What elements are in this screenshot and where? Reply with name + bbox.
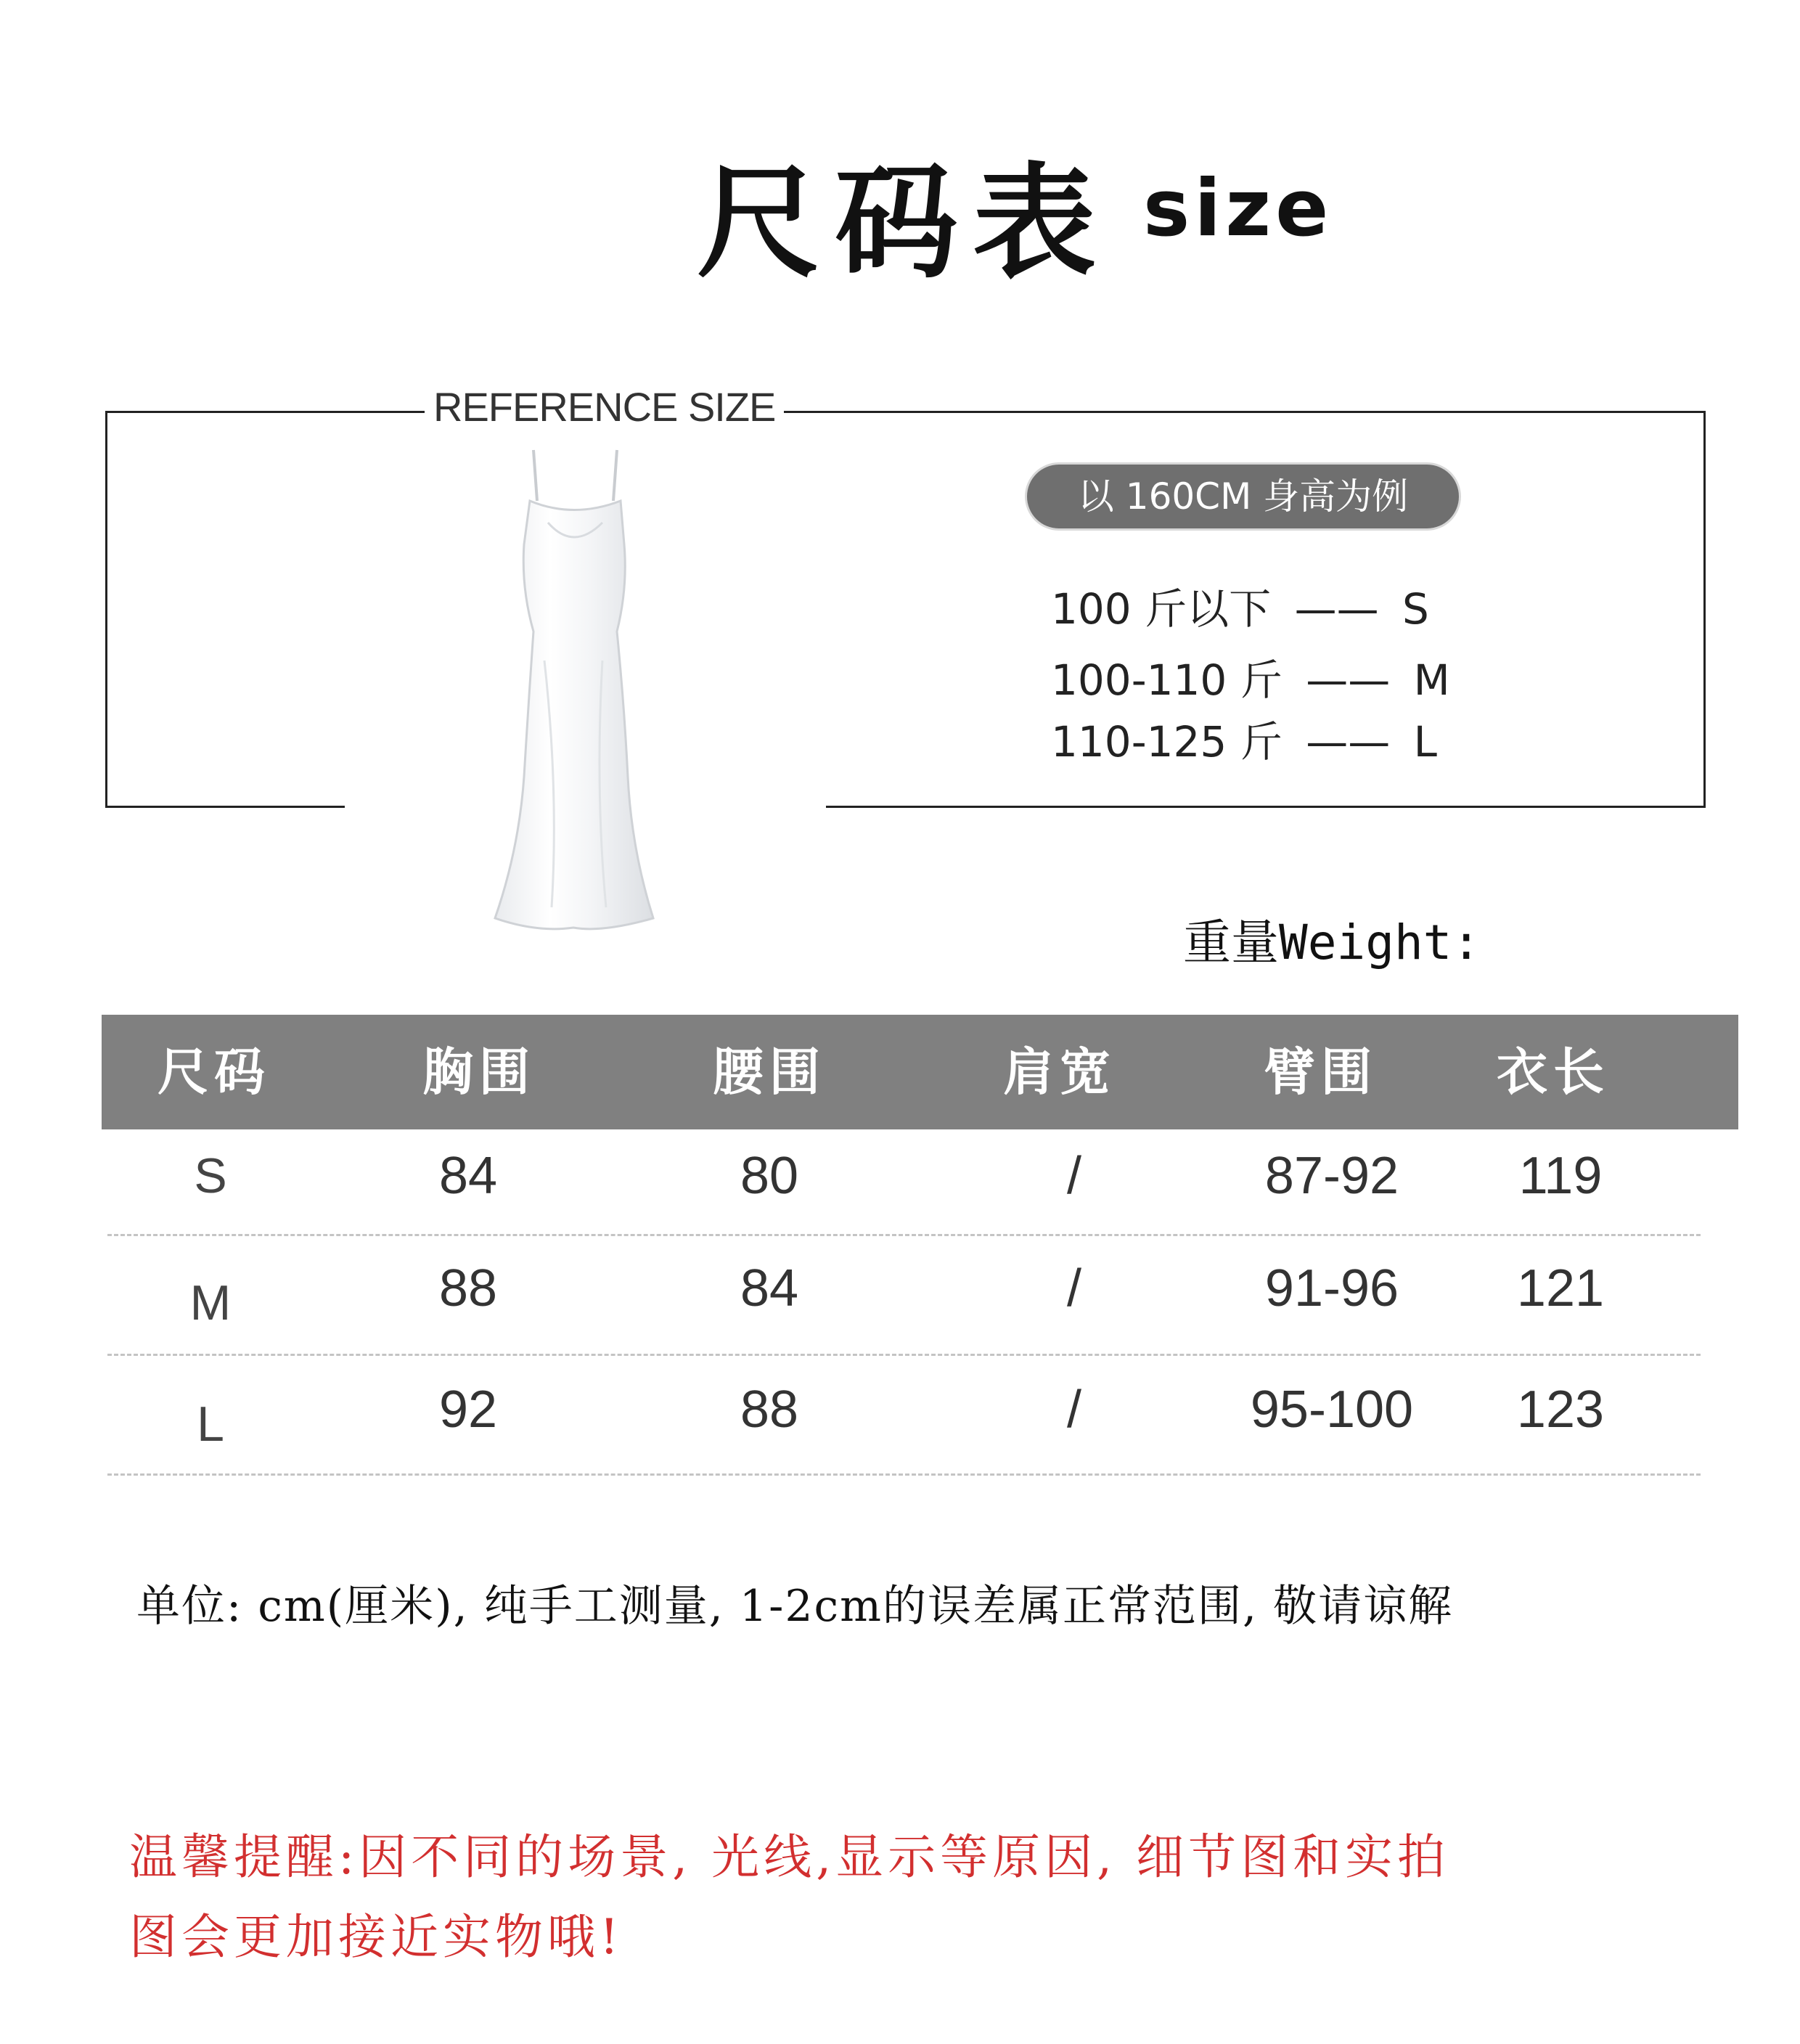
cell-size: S xyxy=(194,1148,227,1203)
frame-right xyxy=(1703,411,1706,808)
frame-bottom-left xyxy=(105,806,345,808)
cell-length: 119 xyxy=(1518,1147,1603,1205)
cell-shoulder: / xyxy=(1066,1381,1081,1439)
title-chinese: 尺码表 xyxy=(697,150,1111,295)
cell-arm: 95-100 xyxy=(1250,1381,1414,1439)
reminder-line-2: 图会更加接近实物哦! xyxy=(129,1909,623,1965)
frame-top-left xyxy=(105,411,425,413)
weight-range: 100-110 斤 xyxy=(1051,655,1282,705)
cell-waist: 88 xyxy=(740,1381,799,1439)
weight-range: 110-125 斤 xyxy=(1051,717,1282,766)
header-shoulder: 肩宽 xyxy=(1003,1042,1116,1102)
cell-size: M xyxy=(189,1275,232,1330)
weight-heading: 重量Weight: xyxy=(1183,915,1481,970)
weight-range: 100 斤以下 xyxy=(1051,584,1272,634)
cell-shoulder: / xyxy=(1066,1259,1081,1317)
cell-arm: 87-92 xyxy=(1264,1147,1399,1205)
frame-top-right xyxy=(777,411,1706,413)
header-size: 尺码 xyxy=(158,1042,271,1102)
cell-bust: 88 xyxy=(438,1259,498,1317)
weight-row-l xyxy=(1051,708,1437,769)
table-row xyxy=(102,1230,1698,1346)
cell-length: 123 xyxy=(1516,1381,1605,1439)
header-bust: 胸围 xyxy=(422,1042,536,1102)
cell-bust: 84 xyxy=(438,1147,498,1205)
unit-note: 单位: cm(厘米), 纯手工测量, 1-2cm的误差属正常范围, 敬请谅解 xyxy=(136,1581,1454,1632)
frame-bottom-right xyxy=(826,806,1706,808)
weight-dash: —— xyxy=(1294,584,1379,634)
cell-length: 121 xyxy=(1516,1259,1605,1317)
frame-left xyxy=(105,411,107,808)
reference-size-label: REFERENCE SIZE xyxy=(425,383,784,430)
height-badge: 以 160CM 身高为例 xyxy=(1027,465,1459,528)
table-row xyxy=(102,1352,1698,1468)
cell-shoulder: / xyxy=(1066,1147,1081,1205)
weight-row-m xyxy=(1051,646,1450,707)
weight-row-s xyxy=(1051,575,1429,636)
weight-size: S xyxy=(1402,584,1429,634)
title-english: size xyxy=(1143,163,1333,254)
table-row xyxy=(102,1118,1698,1234)
reminder-line-1: 温馨提醒:因不同的场景, 光线,显示等原因, 细节图和实拍 xyxy=(129,1829,1450,1885)
weight-dash: —— xyxy=(1306,717,1391,766)
cell-arm: 91-96 xyxy=(1264,1259,1399,1317)
weight-size: L xyxy=(1413,717,1437,766)
cell-waist: 84 xyxy=(740,1259,799,1317)
dress-icon xyxy=(479,443,668,936)
cell-bust: 92 xyxy=(438,1381,498,1439)
header-length: 衣长 xyxy=(1497,1042,1610,1102)
header-arm: 臂围 xyxy=(1264,1042,1378,1102)
size-table-header xyxy=(102,1015,1738,1129)
row-divider xyxy=(107,1473,1701,1476)
cell-size: L xyxy=(197,1397,224,1452)
weight-dash: —— xyxy=(1306,655,1391,705)
weight-size: M xyxy=(1413,655,1450,705)
header-waist: 腰围 xyxy=(713,1042,826,1102)
cell-waist: 80 xyxy=(740,1147,799,1205)
